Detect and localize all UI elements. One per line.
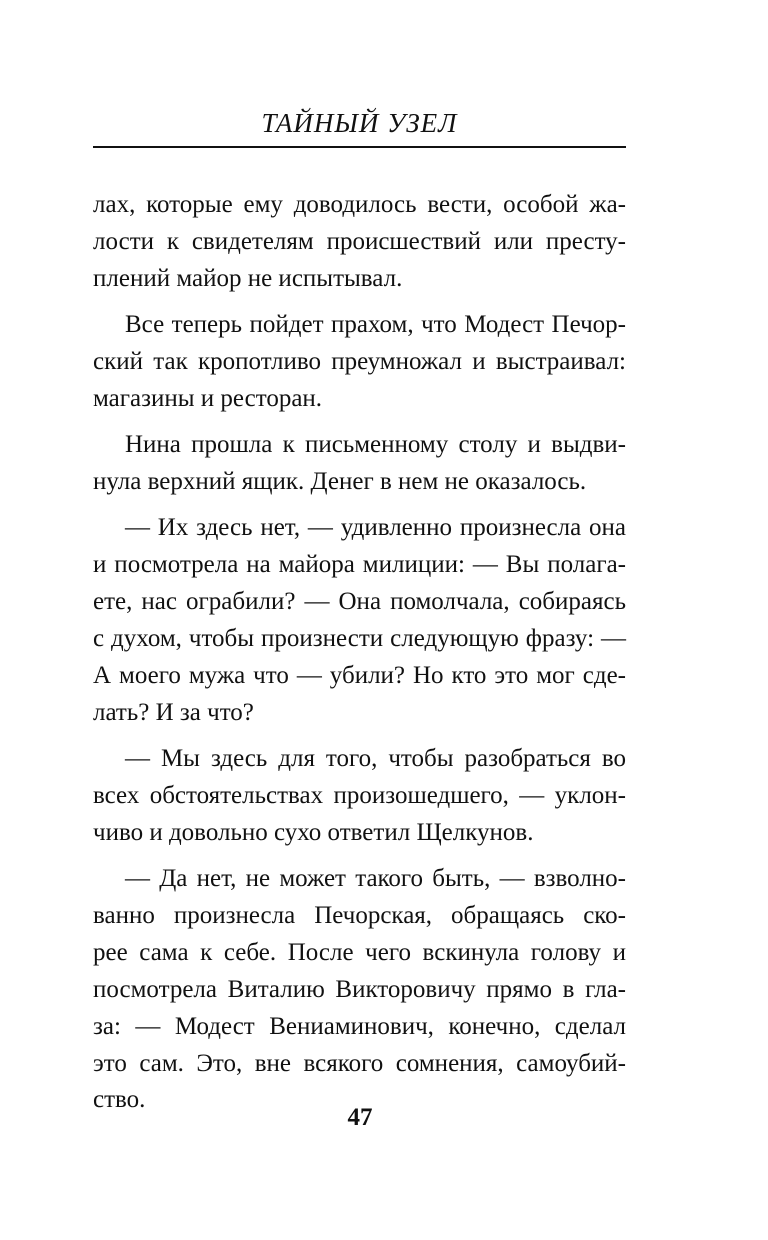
text-line: рее сама к себе. После чего вскинула голову и — [93, 938, 626, 966]
text-line: Нина прошла к письменному столу и выдви- — [125, 431, 626, 459]
text-line: лости к свидетелям происшествий или престу- — [93, 227, 626, 255]
text-line: ство. — [93, 1086, 146, 1114]
text-line: — Их здесь нет, — удивленно произнесла она — [125, 514, 626, 542]
text-line: чиво и довольно сухо ответил Щелкунов. — [93, 818, 534, 846]
text-line: плений майор не испытывал. — [93, 264, 403, 292]
text-line: ский так кропотливо преумножал и выстраивал: — [93, 347, 626, 375]
running-head: ТАЙНЫЙ УЗЕЛ — [261, 108, 458, 138]
text-line: и посмотрела на майора милиции: — Вы полага- — [93, 551, 626, 579]
text-line: всех обстоятельствах произошедшего, — уклон- — [93, 781, 626, 809]
text-line: это сам. Это, вне всякого сомнения, самоубий- — [93, 1049, 626, 1077]
paragraph — [93, 187, 626, 298]
text-line: — Мы здесь для того, чтобы разобраться во — [125, 745, 626, 773]
text-line: лах, которые ему доводилось вести, особой жа- — [93, 191, 626, 218]
paragraph — [93, 861, 626, 1119]
text-line: ете, нас ограбили? — Она помолчала, собираясь — [93, 588, 626, 616]
paragraph — [93, 741, 626, 852]
header-rule — [93, 146, 626, 148]
paragraph — [93, 427, 626, 501]
text-line: Все теперь пойдет прахом, что Модест Печор- — [125, 311, 626, 339]
text-line: нула верхний ящик. Денег в нем не оказалось. — [93, 468, 587, 496]
text-line: посмотрела Виталию Викторовичу прямо в гла- — [93, 975, 626, 1003]
paragraph — [93, 307, 626, 418]
text-line: — Да нет, не может такого быть, — взволно- — [125, 865, 626, 893]
text-line: ванно произнесла Печорская, обращаясь ско- — [93, 901, 626, 929]
text-line: за: — Модест Вениаминович, конечно, сделал — [93, 1012, 626, 1040]
paragraph — [93, 510, 626, 731]
text-line: А моего мужа что — убили? Но кто это мог сде- — [93, 661, 626, 689]
body-text — [93, 187, 626, 1129]
text-line: с духом, чтобы произнести следующую фразу: — — [93, 624, 626, 652]
text-line: магазины и ресторан. — [93, 384, 323, 412]
page-number: 47 — [347, 1104, 373, 1131]
text-line: лать? И за что? — [93, 698, 254, 726]
